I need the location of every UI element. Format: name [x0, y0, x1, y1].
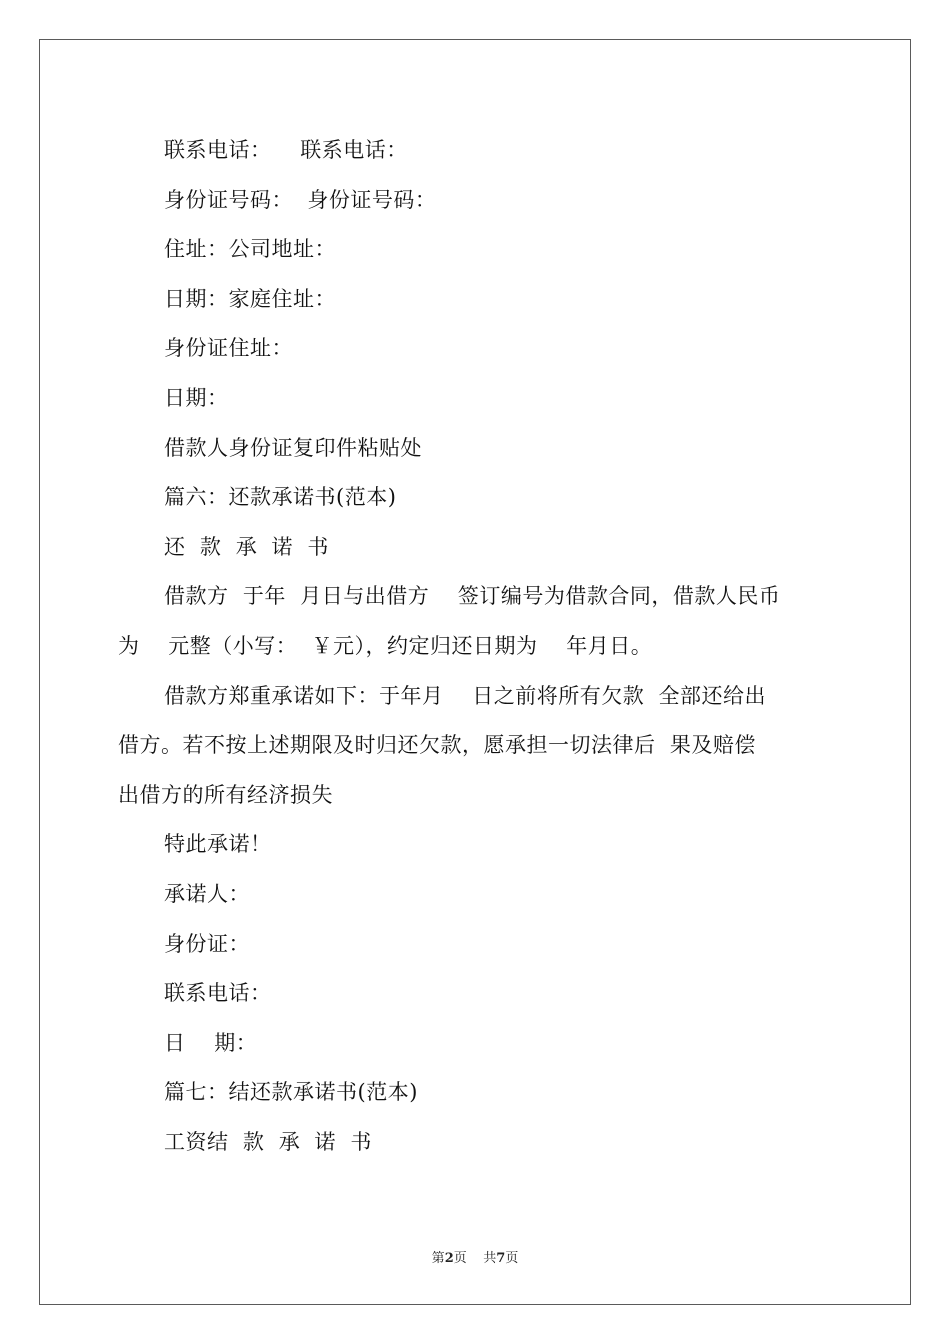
paragraph-line: 出借方的所有经济损失 — [118, 782, 333, 807]
footer-mid: 页 共 — [453, 1251, 497, 1266]
loan-paragraph — [118, 574, 838, 673]
promisor-line: 承诺人： — [164, 881, 250, 906]
current-page-number: 2 — [444, 1251, 454, 1266]
section-seven-heading: 篇七：结还款承诺书(范本) — [164, 1080, 418, 1105]
contact-phone-line: 联系电话： 联系电话： — [164, 138, 408, 162]
date-line: 日期： — [164, 385, 229, 410]
address-line: 住址：公司地址： — [164, 237, 336, 262]
footer-suffix: 页 — [505, 1251, 519, 1266]
page-footer — [0, 1247, 950, 1266]
section-six-heading: 篇六：还款承诺书(范本) — [164, 485, 397, 510]
total-pages-number: 7 — [496, 1251, 506, 1266]
id-card-line: 身份证： — [164, 931, 250, 956]
paragraph-line: 借款方郑重承诺如下：于年月 日之前将所有欠款 全部还给出 — [164, 683, 767, 708]
hereby-promise-line: 特此承诺！ — [164, 832, 272, 857]
wage-settlement-title: 工资结 款 承 诺 书 — [164, 1129, 372, 1154]
document-body — [118, 128, 838, 1169]
id-number-line: 身份证号码： 身份证号码： — [164, 187, 437, 212]
repayment-title: 还 款 承 诺 书 — [164, 534, 329, 559]
paragraph-line: 为 元整（小写： ￥元），约定归还日期为 年月日。 — [118, 633, 653, 658]
paragraph-line: 借方。若不按上述期限及时归还欠款，愿承担一切法律后 果及赔偿 — [118, 733, 756, 758]
id-copy-paste-line: 借款人身份证复印件粘贴处 — [164, 435, 422, 460]
footer-prefix: 第 — [431, 1251, 445, 1266]
promise-paragraph — [118, 674, 838, 823]
contact-phone-line-2: 联系电话： — [164, 981, 272, 1006]
paragraph-line: 借款方 于年 月日与出借方 签订编号为借款合同，借款人民币 — [164, 584, 781, 609]
id-address-line: 身份证住址： — [164, 336, 293, 361]
date-home-address-line: 日期：家庭住址： — [164, 286, 336, 311]
date-line-2: 日 期： — [164, 1030, 258, 1055]
